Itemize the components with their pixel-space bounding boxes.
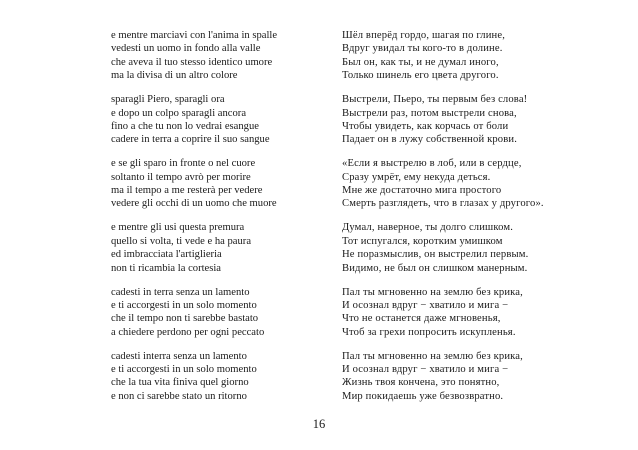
verse-line: И осознал вдруг − хватило и мига − bbox=[342, 364, 509, 376]
verse-line: Пал ты мгновенно на землю без крика, bbox=[342, 286, 523, 298]
verse-line: Чтобы увидеть, как корчась от боли bbox=[342, 120, 509, 132]
verse-line: che aveva il tuo stesso identico umore bbox=[111, 56, 273, 68]
verse-line: Чтоб за грехи попросить искупленья. bbox=[342, 326, 516, 338]
verse-line: Только шинель его цвета другого. bbox=[342, 70, 499, 82]
verse-line: Выстрели раз, потом выстрели снова, bbox=[342, 107, 517, 119]
russian-stanza-6 bbox=[342, 350, 567, 404]
verse-line: Был он, как ты, и не думал иного, bbox=[342, 56, 499, 68]
verse-line: Смерть разглядеть, что в глазах у другого». bbox=[342, 198, 544, 210]
verse-line: ma la divisa di un altro colore bbox=[111, 70, 238, 82]
verse-line: e dopo un colpo sparagli ancora bbox=[111, 107, 247, 119]
verse-line: Думал, наверное, ты долго слишком. bbox=[342, 222, 514, 234]
italian-stanza-3 bbox=[111, 157, 321, 211]
verse-line: e mentre gli usi questa premura bbox=[111, 222, 245, 234]
verse-line: И осознал вдруг − хватило и мига − bbox=[342, 299, 509, 311]
verse-line: fino a che tu non lo vedrai esangue bbox=[111, 120, 259, 132]
verse-line: e non ci sarebbe stato un ritorno bbox=[111, 390, 247, 402]
italian-stanza-1 bbox=[111, 29, 321, 83]
verse-line: e mentre marciavi con l'anima in spalle bbox=[111, 30, 278, 41]
italian-stanza-5 bbox=[111, 286, 321, 340]
verse-line: Не поразмыслив, он выстрелил первым. bbox=[342, 249, 529, 261]
russian-stanza-3 bbox=[342, 157, 567, 211]
verse-line: Пал ты мгновенно на землю без крика, bbox=[342, 350, 523, 362]
italian-stanza-2 bbox=[111, 93, 321, 147]
verse-line: ma il tempo a me resterà per vedere bbox=[111, 185, 263, 197]
verse-line: ed imbracciata l'artiglieria bbox=[111, 249, 222, 261]
verse-line: Мир покидаешь уже безвозвратно. bbox=[342, 390, 504, 402]
verse-line: cadere in terra a coprire il suo sangue bbox=[111, 134, 270, 146]
verse-line: quello si volta, ti vede e ha paura bbox=[111, 235, 252, 247]
verse-line: Вдруг увидал ты кого-то в долине. bbox=[342, 43, 503, 55]
verse-line: a chiedere perdono per ogni peccato bbox=[111, 326, 265, 338]
verse-line: che il tempo non ti sarebbe bastato bbox=[111, 313, 259, 325]
verse-line: e ti accorgesti in un solo momento bbox=[111, 299, 257, 311]
italian-stanza-4 bbox=[111, 221, 321, 275]
verse-line: Мне же достаточно мига простого bbox=[342, 185, 502, 197]
verse-line: Сразу умрёт, ему некуда деться. bbox=[342, 171, 491, 183]
verse-line: cadesti in terra senza un lamento bbox=[111, 286, 250, 298]
verse-line: vedere gli occhi di un uomo che muore bbox=[111, 198, 277, 210]
verse-line: non ti ricambia la cortesia bbox=[111, 262, 222, 274]
italian-lyrics-column bbox=[111, 29, 321, 414]
verse-line: Выстрели, Пьеро, ты первым без слова! bbox=[342, 94, 528, 106]
verse-line: cadesti interra senza un lamento bbox=[111, 350, 247, 362]
russian-stanza-4 bbox=[342, 221, 567, 275]
verse-line: Тот испугался, коротким умишком bbox=[342, 235, 503, 247]
page-number: 16 bbox=[312, 417, 326, 431]
verse-line: sparagli Piero, sparagli ora bbox=[111, 94, 225, 106]
verse-line: e ti accorgesti in un solo momento bbox=[111, 364, 257, 376]
verse-line: Видимо, не был он слишком манерным. bbox=[342, 262, 528, 274]
italian-stanza-6 bbox=[111, 350, 321, 404]
verse-line: Шёл вперёд гордо, шагая по глине, bbox=[342, 30, 506, 41]
verse-line: Жизнь твоя кончена, это понятно, bbox=[342, 377, 500, 389]
verse-line: che la tua vita finiva quel giorno bbox=[111, 377, 249, 389]
verse-line: soltanto il tempo avrò per morire bbox=[111, 171, 251, 183]
russian-stanza-2 bbox=[342, 93, 567, 147]
verse-line: vedesti un uomo in fondo alla valle bbox=[111, 43, 261, 55]
russian-lyrics-column bbox=[342, 29, 567, 414]
russian-stanza-1 bbox=[342, 29, 567, 83]
verse-line: Что не останется даже мгновенья, bbox=[342, 313, 501, 325]
russian-stanza-5 bbox=[342, 286, 567, 340]
verse-line: Падает он в лужу собственной крови. bbox=[342, 134, 518, 146]
verse-line: «Если я выстрелю в лоб, или в сердце, bbox=[342, 158, 522, 170]
verse-line: e se gli sparo in fronte o nel cuore bbox=[111, 158, 256, 170]
